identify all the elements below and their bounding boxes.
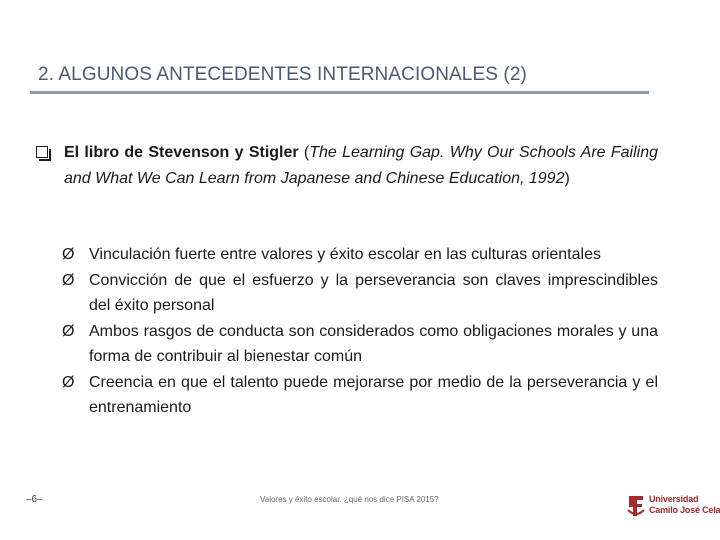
sub-bullet-item xyxy=(62,242,658,267)
logo-line-2: Camilo José Cela xyxy=(649,505,720,515)
book-title: The Learning Gap. Why Our Schools Are Failing and What We Can Learn from Japanese and Chinese Education, 1992 xyxy=(64,144,658,187)
slide-title: 2. ALGUNOS ANTECEDENTES INTERNACIONALES (2) xyxy=(38,64,527,85)
logo-line-1: Universidad xyxy=(649,494,699,504)
checkbox-bullet-icon xyxy=(36,146,48,158)
open-paren: ( xyxy=(298,144,310,161)
arrow-bullet-icon: Ø xyxy=(62,272,75,289)
university-logo xyxy=(626,493,720,519)
arrow-bullet-icon: Ø xyxy=(62,246,75,263)
sub-bullet-text: Creencia en que el talento puede mejorarse por medio de la perseverancia y el entrenamiento xyxy=(89,374,658,416)
sub-bullet-item xyxy=(62,370,658,420)
sub-bullet-text: Convicción de que el esfuerzo y la perseverancia son claves imprescindibles del éxito personal xyxy=(89,272,658,314)
title-underline xyxy=(30,91,649,94)
sub-bullet-text: Ambos rasgos de conducta son considerados como obligaciones morales y una forma de contribuir al bienestar común xyxy=(89,323,658,365)
main-bullet xyxy=(36,140,658,192)
arrow-bullet-icon: Ø xyxy=(62,323,75,340)
sub-bullet-text: Vinculación fuerte entre valores y éxito escolar en las culturas orientales xyxy=(89,246,601,263)
page-number: –6– xyxy=(26,494,43,505)
main-bullet-text xyxy=(36,140,658,192)
close-paren: ) xyxy=(564,170,570,187)
sub-bullet-list xyxy=(62,242,658,421)
arrow-bullet-icon: Ø xyxy=(62,374,75,391)
footer-caption: Valores y éxito escolar. ¿qué nos dice PISA 2015? xyxy=(260,495,439,504)
sub-bullet-item xyxy=(62,268,658,318)
book-authors: El libro de Stevenson y Stigler xyxy=(64,144,299,161)
sub-bullet-item xyxy=(62,319,658,369)
university-emblem-icon xyxy=(626,494,646,518)
